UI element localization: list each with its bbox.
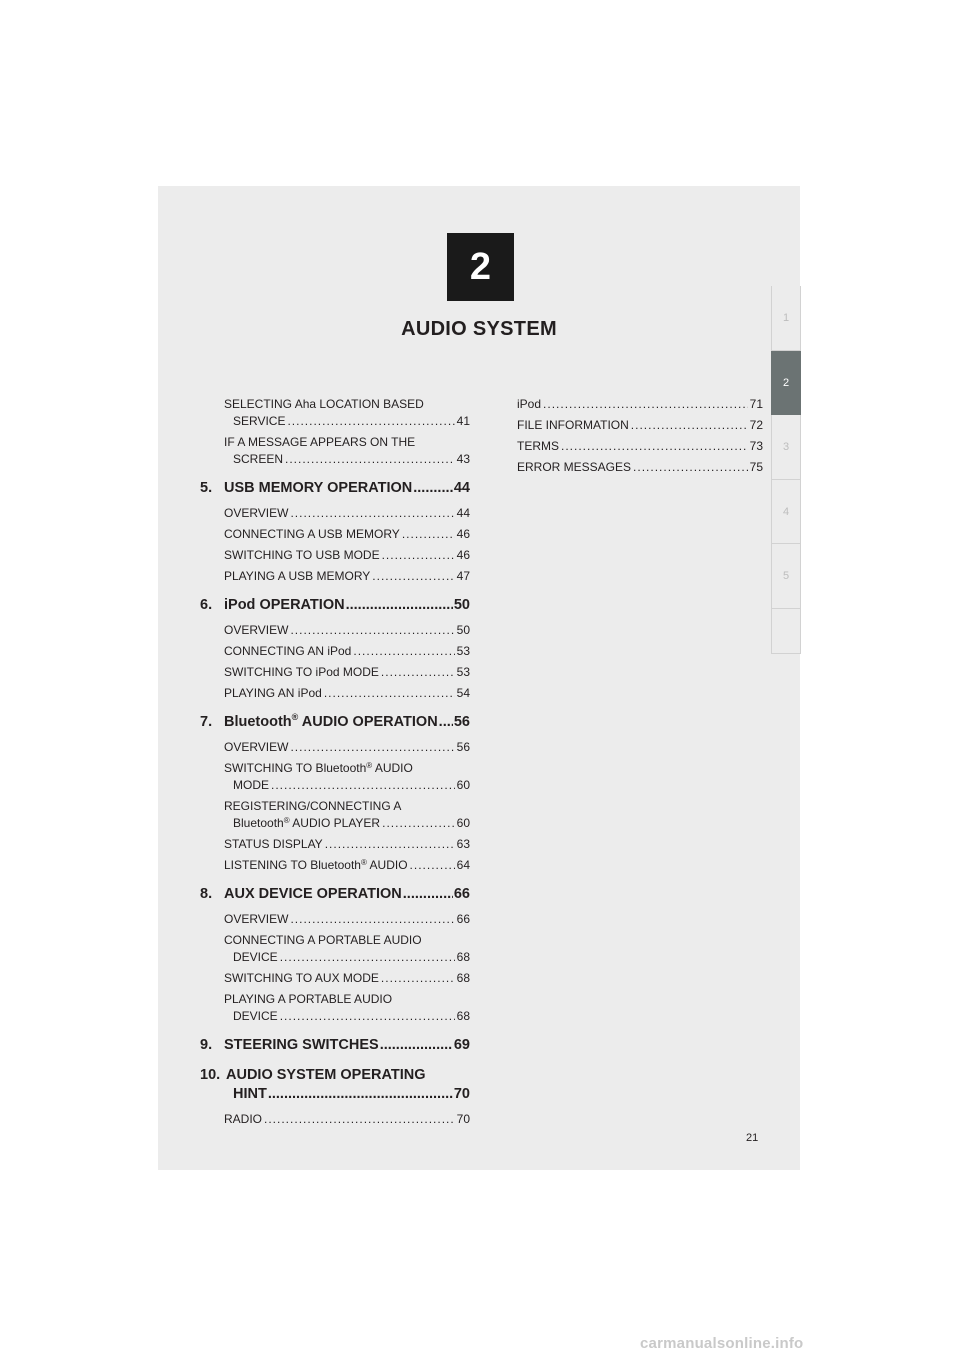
dot-leader: [290, 911, 454, 928]
dot-leader: [439, 713, 453, 732]
dot-leader: [380, 1036, 453, 1055]
toc-entry[interactable]: [200, 434, 470, 468]
toc-entry-text: PLAYING A PORTABLE AUDIO: [224, 992, 393, 1006]
toc-page-number: 60: [456, 778, 470, 792]
toc-entry-text: SWITCHING TO Bluetooth® AUDIO: [224, 761, 413, 775]
toc-entry[interactable]: [200, 932, 470, 966]
toc-entry-line: [517, 396, 763, 413]
toc-section-number: 6.: [200, 597, 213, 613]
toc-section-title-cont: HINT: [233, 1086, 267, 1102]
dot-leader: [280, 949, 455, 966]
toc-entry-line: [224, 1111, 470, 1128]
toc-entry-line: [517, 438, 763, 455]
toc-entry-line: [224, 949, 470, 966]
toc-entry[interactable]: [200, 685, 470, 702]
toc-section-title: STEERING SWITCHES: [224, 1037, 379, 1053]
toc-page-number: 50: [456, 623, 470, 637]
toc-page-number: 54: [456, 686, 470, 700]
toc-page-number: 44: [456, 506, 470, 520]
toc-section-number: 7.: [200, 714, 213, 730]
toc-section-number: 5.: [200, 480, 213, 496]
toc-section-heading[interactable]: [200, 1066, 470, 1104]
toc-entry-text: SELECTING Aha LOCATION BASED: [224, 397, 424, 411]
dot-leader: [631, 417, 748, 434]
toc-entry-text: CONNECTING A PORTABLE AUDIO: [224, 933, 422, 947]
toc-entry-text: OVERVIEW: [224, 506, 289, 520]
chapter-number-box: [447, 233, 514, 301]
dot-leader: [285, 451, 455, 468]
chapter-tab-strip: [771, 286, 801, 654]
toc-left-column: [200, 396, 470, 1132]
toc-entry[interactable]: [517, 417, 763, 434]
chapter-title: AUDIO SYSTEM: [401, 318, 557, 340]
toc-entry[interactable]: [200, 991, 470, 1025]
dot-leader: [382, 547, 455, 564]
toc-entry-line: [224, 1008, 470, 1025]
toc-entry-text: SWITCHING TO iPod MODE: [224, 665, 379, 679]
toc-page-number: 53: [456, 665, 470, 679]
toc-section-title: Bluetooth® AUDIO OPERATION: [224, 712, 438, 730]
toc-section-title: AUX DEVICE OPERATION: [224, 886, 402, 902]
toc-entry-text: OVERVIEW: [224, 740, 289, 754]
toc-page-number: 43: [456, 452, 470, 466]
toc-page-number: 56: [453, 714, 470, 730]
toc-entry-text: TERMS: [517, 439, 559, 453]
toc-section-line: [200, 885, 470, 904]
toc-section-line: [200, 1036, 470, 1055]
toc-entry-text: ERROR MESSAGES: [517, 460, 632, 474]
chapter-tab-5[interactable]: 5: [771, 544, 801, 609]
dot-leader: [413, 479, 453, 498]
toc-page-number: 70: [453, 1086, 470, 1102]
toc-entry-line: [224, 911, 470, 928]
toc-entry[interactable]: [200, 836, 470, 853]
toc-entry-text: STATUS DISPLAY: [224, 837, 323, 851]
toc-entry-text: SERVICE: [233, 414, 286, 428]
toc-entry-line: [224, 815, 470, 832]
toc-section-title: USB MEMORY OPERATION: [224, 480, 413, 496]
dot-leader: [287, 413, 454, 430]
toc-page-number: 50: [453, 597, 470, 613]
toc-page-number: 56: [456, 740, 470, 754]
chapter-tab-4[interactable]: 4: [771, 480, 801, 544]
toc-page-number: 60: [456, 816, 470, 830]
dot-leader: [543, 396, 748, 413]
toc-page-number: 68: [456, 950, 470, 964]
toc-entry[interactable]: [200, 526, 470, 543]
dot-leader: [271, 777, 455, 794]
dot-leader: [264, 1111, 455, 1128]
toc-entry-line: [224, 836, 470, 853]
dot-leader: [403, 885, 453, 904]
toc-section-title: iPod OPERATION: [224, 597, 345, 613]
toc-entry-text: FILE INFORMATION: [517, 418, 629, 432]
toc-entry-text: REGISTERING/CONNECTING A: [224, 799, 402, 813]
toc-page-number: 44: [453, 480, 470, 496]
toc-page-number: 41: [456, 414, 470, 428]
toc-entry-text: iPod: [517, 397, 542, 411]
toc-page-number: 68: [456, 971, 470, 985]
toc-entry-line: [224, 664, 470, 681]
toc-entry-text: SWITCHING TO AUX MODE: [224, 971, 379, 985]
toc-entry[interactable]: [200, 760, 470, 794]
toc-entry[interactable]: [200, 970, 470, 987]
toc-entry[interactable]: [200, 396, 470, 430]
dot-leader: [372, 568, 454, 585]
toc-entry[interactable]: [200, 505, 470, 522]
dot-leader: [280, 1008, 455, 1025]
toc-section-heading[interactable]: [200, 1036, 470, 1055]
toc-entry[interactable]: [200, 643, 470, 660]
toc-section-line: [200, 713, 470, 732]
toc-entry[interactable]: [200, 911, 470, 928]
toc-right-column: [517, 396, 763, 480]
toc-entry-text: SCREEN: [233, 452, 284, 466]
dot-leader: [402, 526, 455, 543]
toc-entry-line: [224, 413, 470, 430]
dot-leader: [382, 815, 455, 832]
dot-leader: [290, 505, 454, 522]
toc-entry-text: DEVICE: [233, 950, 278, 964]
toc-entry-text: SWITCHING TO USB MODE: [224, 548, 380, 562]
toc-entry-line: [224, 643, 470, 660]
toc-section-line: [200, 596, 470, 615]
toc-page-number: 63: [456, 837, 470, 851]
toc-entry[interactable]: [200, 739, 470, 756]
toc-section-line: [200, 1066, 470, 1085]
toc-entry-text: CONNECTING AN iPod: [224, 644, 352, 658]
toc-page-number: 47: [456, 569, 470, 583]
toc-entry-line: [517, 417, 763, 434]
dot-leader: [410, 857, 455, 874]
toc-entry-line: [224, 526, 470, 543]
toc-section-line: [200, 1085, 470, 1104]
toc-entry-text: OVERVIEW: [224, 623, 289, 637]
chapter-tab-3[interactable]: 3: [771, 415, 801, 480]
toc-page-number: 69: [453, 1037, 470, 1053]
toc-entry[interactable]: [517, 459, 763, 476]
toc-entry[interactable]: [200, 547, 470, 564]
toc-entry-line: [224, 970, 470, 987]
toc-entry-line: [224, 568, 470, 585]
toc-page-number: 70: [456, 1112, 470, 1126]
toc-entry-line: [224, 505, 470, 522]
toc-entry-line: [224, 739, 470, 756]
dot-leader: [353, 643, 454, 660]
dot-leader: [346, 596, 453, 615]
toc-entry-line: [224, 685, 470, 702]
toc-entry-text: PLAYING A USB MEMORY: [224, 569, 371, 583]
toc-entry-text: DEVICE: [233, 1009, 278, 1023]
dot-leader: [633, 459, 748, 476]
toc-page-number: 66: [456, 912, 470, 926]
toc-section-line: [200, 479, 470, 498]
chapter-tab-1[interactable]: 1: [771, 286, 801, 351]
toc-entry[interactable]: [200, 1111, 470, 1128]
toc-entry[interactable]: [200, 622, 470, 639]
toc-entry-text: CONNECTING A USB MEMORY: [224, 527, 400, 541]
dot-leader: [325, 836, 455, 853]
chapter-number: 2: [469, 245, 492, 288]
toc-entry-line: [517, 459, 763, 476]
toc-section-number: 10.: [200, 1067, 221, 1083]
toc-entry[interactable]: [200, 857, 470, 874]
toc-entry-text: LISTENING TO Bluetooth® AUDIO: [224, 858, 408, 872]
toc-section-heading[interactable]: [200, 713, 470, 732]
dot-leader: [290, 622, 454, 639]
toc-entry-line: [224, 857, 470, 874]
toc-entry-text: MODE: [233, 778, 269, 792]
toc-page-number: 73: [749, 439, 763, 453]
toc-entry[interactable]: [200, 798, 470, 832]
toc-page-number: 46: [456, 527, 470, 541]
toc-section-heading[interactable]: [200, 479, 470, 498]
toc-entry-line: [224, 777, 470, 794]
toc-page-number: 68: [456, 1009, 470, 1023]
toc-entry[interactable]: [517, 438, 763, 455]
toc-page-number: 53: [456, 644, 470, 658]
dot-leader: [324, 685, 455, 702]
toc-entry[interactable]: [200, 664, 470, 681]
toc-page-number: 75: [749, 460, 763, 474]
toc-entry[interactable]: [200, 568, 470, 585]
toc-section-number: 9.: [200, 1037, 213, 1053]
chapter-tab-2[interactable]: 2: [771, 351, 801, 415]
toc-section-number: 8.: [200, 886, 213, 902]
chapter-tab-blank: [771, 609, 801, 653]
toc-entry-line: [224, 547, 470, 564]
dot-leader: [381, 664, 455, 681]
toc-entry-line: [224, 622, 470, 639]
toc-page-number: 46: [456, 548, 470, 562]
toc-section-title: AUDIO SYSTEM OPERATING: [226, 1067, 426, 1083]
toc-page-number: 66: [453, 886, 470, 902]
watermark: carmanualsonline.info: [640, 1335, 804, 1352]
toc-page-number: 72: [749, 418, 763, 432]
toc-entry-text: PLAYING AN iPod: [224, 686, 322, 700]
toc-entry[interactable]: [517, 396, 763, 413]
toc-section-heading[interactable]: [200, 596, 470, 615]
toc-page-number: 64: [456, 858, 470, 872]
toc-entry-text: Bluetooth® AUDIO PLAYER: [233, 816, 381, 830]
dot-leader: [268, 1085, 453, 1104]
toc-page-number: 71: [749, 397, 763, 411]
dot-leader: [561, 438, 748, 455]
dot-leader: [381, 970, 455, 987]
page-number: 21: [746, 1132, 759, 1144]
toc-section-heading[interactable]: [200, 885, 470, 904]
toc-entry-text: RADIO: [224, 1112, 263, 1126]
toc-entry-text: OVERVIEW: [224, 912, 289, 926]
dot-leader: [290, 739, 454, 756]
toc-entry-line: [224, 451, 470, 468]
toc-entry-text: IF A MESSAGE APPEARS ON THE: [224, 435, 416, 449]
